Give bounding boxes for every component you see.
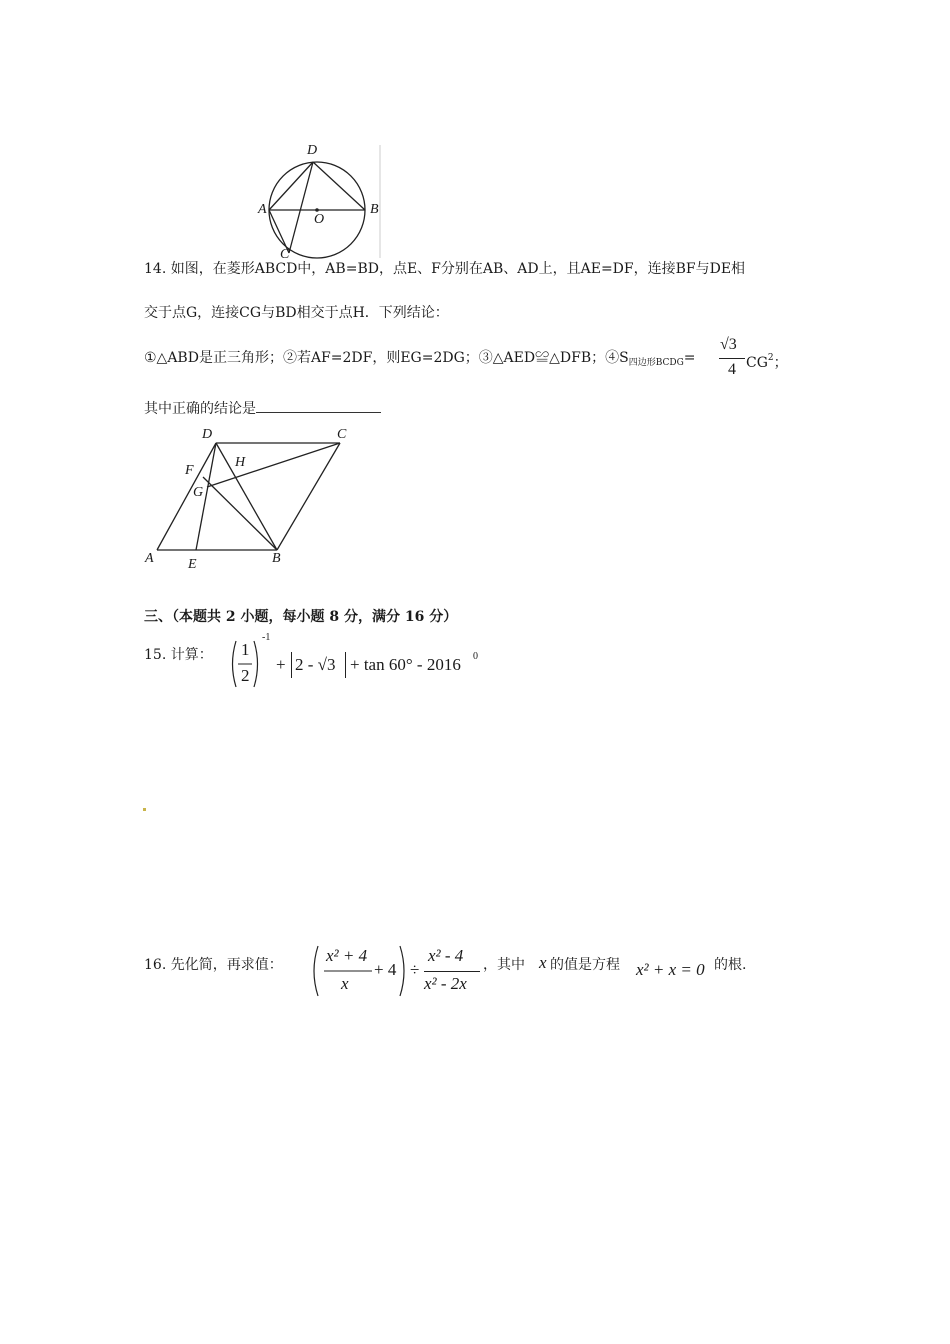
q15-prefix: 15. 计算： <box>144 647 213 663</box>
q16-frac2-bar <box>424 971 480 972</box>
q16-mid: ，其中 <box>483 957 525 973</box>
q14-fraction-den: 4 <box>728 361 736 378</box>
q16-var: x <box>539 953 547 972</box>
q16-div: ÷ <box>410 960 420 979</box>
circle-label-b: B <box>370 202 379 217</box>
q16-eq: x² + x = 0 <box>636 960 705 979</box>
q15-abs-content: 2 - √3 <box>295 655 336 674</box>
q16-den2: x² - 2x <box>424 974 467 993</box>
q14-line3 <box>144 348 696 373</box>
q14-line3-tail <box>746 348 788 373</box>
q16-plus4: + 4 <box>374 960 397 979</box>
rhombus-label-d: D <box>202 427 213 442</box>
q15-abs-right <box>345 652 346 678</box>
circle-label-c: C <box>280 247 290 262</box>
q14-answer-blank[interactable] <box>256 398 381 413</box>
rhombus-figure <box>140 425 365 575</box>
q14-equals: = <box>683 350 696 366</box>
q14-end: ； <box>773 355 788 371</box>
q15-frac-den: 2 <box>241 666 250 685</box>
q14-area-subscript: 四边形BCDG <box>628 358 684 368</box>
q15-rest: + tan 60° - 2016 <box>350 655 461 674</box>
q14-line3-main: ①△ABD是正三角形；②若AF=2DF，则EG=2DG；③△AED≌△DFB；④S <box>144 350 629 366</box>
q15-rest-sup: 0 <box>473 651 478 662</box>
section-3-title: 三、（本题共 2 小题，每小题 8 分，满分 16 分） <box>144 609 458 625</box>
q14-cg: CG <box>746 355 768 371</box>
rhombus-label-f: F <box>185 463 194 478</box>
q14-fraction-bar <box>719 358 745 359</box>
q14-line4 <box>144 398 381 419</box>
q15-abs-left <box>291 652 292 678</box>
circle-label-d: D <box>307 143 318 158</box>
q14-answer-prompt: 其中正确的结论是 <box>144 401 256 417</box>
rhombus-label-e: E <box>188 557 197 572</box>
q16-num2: x² - 4 <box>428 946 464 965</box>
rhombus-label-h: H <box>235 455 246 470</box>
rhombus-label-g: G <box>193 485 204 500</box>
q14-fraction-num: √3 <box>720 336 737 353</box>
q14-line2: 交于点G，连接CG与BD相交于点H．下列结论： <box>144 305 449 321</box>
q16-prefix: 16. 先化简，再求值： <box>144 957 283 973</box>
rhombus-label-c: C <box>337 427 347 442</box>
rhombus-label-a: A <box>145 551 154 566</box>
q16-mid2: 的值是方程 <box>550 957 620 973</box>
q15-exp: -1 <box>262 632 271 643</box>
q16-end: 的根. <box>714 957 747 973</box>
q14-line1: 14. 如图，在菱形ABCD中，AB=BD，点E、F分别在AB、AD上，且AE=DF，连接BF与DE相 <box>144 261 746 277</box>
circle-label-o: O <box>314 212 325 227</box>
rhombus-label-b: B <box>272 551 281 566</box>
stray-dot <box>143 808 146 811</box>
q15-plus1: + <box>276 655 286 674</box>
q14-cg-sup: 2 <box>767 353 774 363</box>
q16-num1: x² + 4 <box>326 946 368 965</box>
circle-label-a: A <box>258 202 267 217</box>
q15-frac-num: 1 <box>241 640 250 659</box>
q16-den1: x <box>341 974 349 993</box>
